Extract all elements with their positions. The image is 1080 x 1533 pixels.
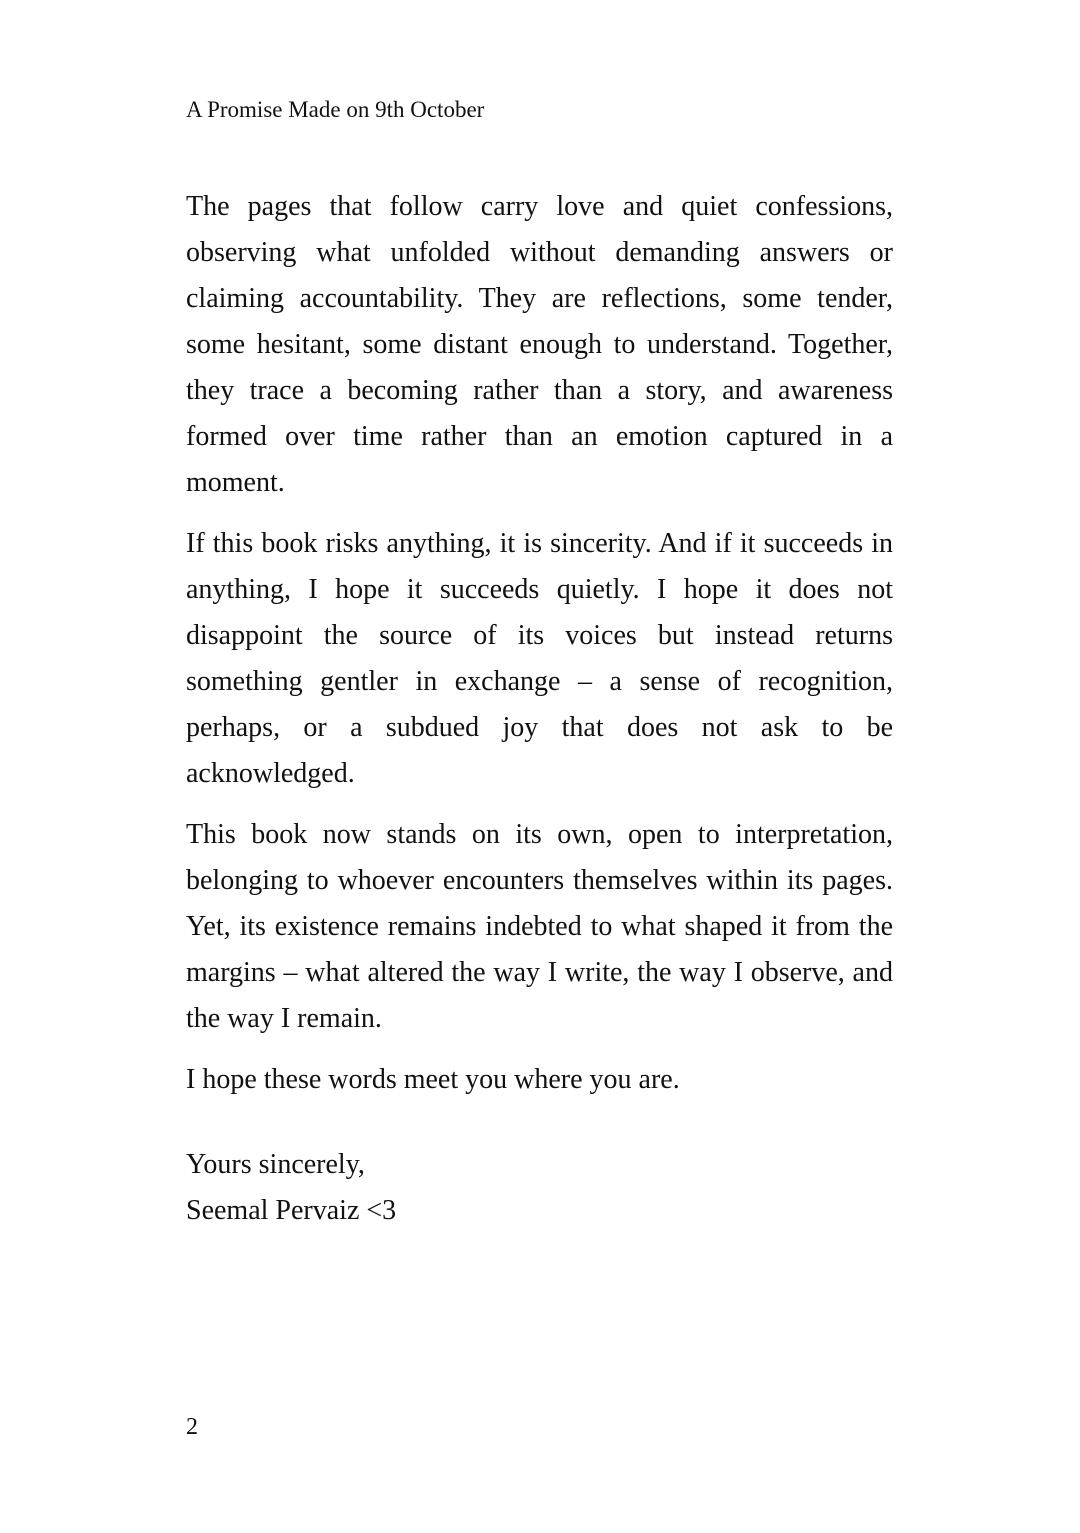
paragraph-3: This book now stands on its own, open to interpretation, belonging to whoever encounters themselves within its pages. Yet, its existence remains indebted to what shaped it from the margins – what altered the way I write, the way I observe, and the way I remain. — [186, 819, 893, 1034]
closing-salutation: Yours sincerely, — [186, 1149, 365, 1180]
author-signature: Seemal Pervaiz <3 — [186, 1195, 397, 1226]
running-header-title: A Promise Made on 9th October — [186, 97, 485, 122]
paragraph-1: The pages that follow carry love and quiet confessions, observing what unfolded without demanding answers or claiming accountability. They are reflections, some tender, some hesitant, some distant enough to understand. Together, they trace a becoming rather than a story, and awareness formed over time rather than an emotion captured in a moment. — [186, 191, 893, 498]
paragraph-2: If this book risks anything, it is sincerity. And if it succeeds in anything, I hope it succeeds quietly. I hope it does not disappoint the source of its voices but instead returns something gentler in exchange – a sense of recognition, perhaps, or a subdued joy that does not ask to be acknowledged. — [186, 528, 893, 789]
paragraph-4: I hope these words meet you where you are. — [186, 1064, 680, 1095]
closing-block — [186, 1142, 396, 1234]
page-number: 2 — [186, 1414, 198, 1440]
body-text — [186, 184, 893, 1118]
